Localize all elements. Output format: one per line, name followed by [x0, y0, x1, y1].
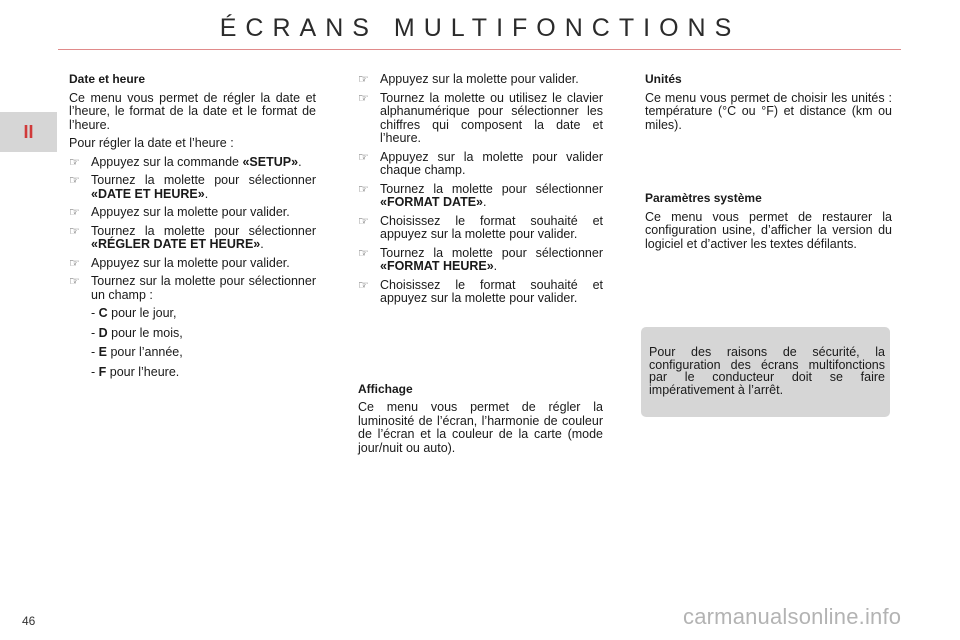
step-end: .	[204, 186, 209, 201]
pointing-hand-icon: ☞	[358, 245, 369, 260]
step-item	[358, 279, 603, 306]
pointing-hand-icon: ☞	[358, 72, 369, 86]
step-item	[69, 156, 316, 170]
pointing-hand-icon: ☞	[69, 173, 80, 187]
step-item	[358, 151, 603, 178]
step-text: Appuyez sur la molette pour valider.	[91, 205, 290, 219]
step-text: Choisissez le format souhaité et appuyez sur la molette pour valider.	[380, 213, 603, 241]
page-number: 46	[22, 614, 36, 628]
spacer	[645, 137, 892, 192]
section-heading-affichage: Affichage	[358, 381, 413, 396]
step-text: Tournez la molette pour sélectionner	[91, 173, 316, 187]
field-item: - D pour le mois,	[91, 325, 183, 340]
affichage-text: Ce menu vous permet de régler la luminosité de l’écran, l’harmonie de couleur de l’écran et la couleur de la carte (mode jour/nuit ou auto).	[358, 400, 603, 455]
step-text: Tournez la molette pour sélectionner	[91, 223, 316, 238]
section-heading-date-heure: Date et heure	[69, 72, 146, 86]
safety-note-box	[641, 327, 890, 417]
step-item	[69, 257, 316, 271]
field-letter: E	[98, 345, 107, 359]
step-item	[69, 225, 316, 252]
field-item: - F pour l’heure.	[91, 364, 180, 379]
step-item	[358, 92, 603, 146]
pointing-hand-icon: ☞	[358, 213, 369, 228]
unites-text: Ce menu vous permet de choisir les unités : température (°C ou °F) et distance (km ou miles).	[645, 90, 892, 132]
field-letter: F	[98, 364, 107, 379]
pointing-hand-icon: ☞	[358, 90, 369, 105]
field-letter: C	[98, 306, 108, 320]
section-heading-parametres: Paramètres système	[645, 191, 762, 205]
title-divider	[58, 49, 901, 50]
pointing-hand-icon: ☞	[69, 154, 80, 169]
field-letter: D	[98, 325, 108, 340]
column-unites-parametres	[645, 73, 892, 256]
step-item	[69, 174, 316, 201]
pointing-hand-icon: ☞	[69, 205, 80, 219]
section-heading-unites: Unités	[645, 72, 682, 86]
step-item	[358, 73, 603, 87]
pointing-hand-icon: ☞	[69, 274, 80, 288]
watermark-text: carmanualsonline.info	[683, 604, 902, 629]
step-item	[358, 247, 603, 274]
chapter-label: II	[23, 121, 34, 142]
pointing-hand-icon: ☞	[358, 149, 369, 164]
field-text: pour le mois,	[107, 325, 183, 340]
field-text: pour l’heure.	[106, 364, 180, 379]
spacer	[358, 311, 603, 383]
pointing-hand-icon: ☞	[358, 277, 369, 292]
column-date-heure	[69, 73, 316, 385]
safety-note-text: Pour des raisons de sécurité, la configuration des écrans multifonctions par le conducteur doit se faire impérativement à l’arrêt.	[649, 345, 885, 397]
chapter-tab	[0, 112, 57, 152]
step-item	[358, 183, 603, 210]
date-heure-lead: Pour régler la date et l’heure :	[69, 136, 234, 150]
step-command: «FORMAT HEURE»	[380, 259, 494, 273]
step-text: Choisissez le format souhaité et appuyez sur la molette pour valider.	[380, 277, 603, 305]
step-end: .	[493, 259, 498, 273]
parametres-text: Ce menu vous permet de restaurer la configuration usine, d’afficher la version du logiciel et d’activer les textes défilants.	[645, 209, 892, 251]
step-end: .	[260, 237, 264, 251]
field-text: pour le jour,	[107, 306, 177, 320]
step-end: .	[298, 154, 302, 169]
step-text: Tournez la molette pour sélectionner	[380, 181, 603, 196]
step-text: Appuyez sur la molette pour valider chaque champ.	[380, 149, 603, 177]
field-text: pour l’année,	[106, 345, 183, 359]
step-text: Tournez la molette pour sélectionner	[380, 245, 603, 260]
page-title: ÉCRANS MULTIFONCTIONS	[219, 14, 741, 42]
step-text: Appuyez sur la commande	[91, 154, 243, 169]
pointing-hand-icon: ☞	[69, 255, 80, 270]
field-item: - C pour le jour,	[91, 306, 177, 320]
step-item	[69, 275, 316, 302]
step-command: «FORMAT DATE»	[380, 195, 484, 209]
step-command: «DATE ET HEURE»	[91, 186, 205, 201]
pointing-hand-icon: ☞	[69, 223, 80, 238]
step-text: Tournez sur la molette pour sélectionner un champ :	[91, 274, 316, 302]
pointing-hand-icon: ☞	[358, 181, 369, 196]
date-heure-intro: Ce menu vous permet de régler la date et l’heure, le format de la date et le format de l’heure.	[69, 90, 316, 132]
step-text: Tournez la molette ou utilisez le clavier alphanumérique pour sélectionner les chiffres qui composent la date et l’heure.	[380, 90, 603, 145]
step-item	[69, 206, 316, 220]
step-command: «SETUP»	[242, 154, 299, 169]
step-command: «RÉGLER DATE ET HEURE»	[91, 237, 261, 251]
step-end: .	[483, 195, 487, 209]
step-text: Appuyez sur la molette pour valider.	[91, 255, 290, 270]
step-item	[358, 215, 603, 242]
step-text: Appuyez sur la molette pour valider.	[380, 72, 579, 86]
column-steps-continued	[358, 73, 603, 460]
field-item: - E pour l’année,	[91, 345, 183, 359]
